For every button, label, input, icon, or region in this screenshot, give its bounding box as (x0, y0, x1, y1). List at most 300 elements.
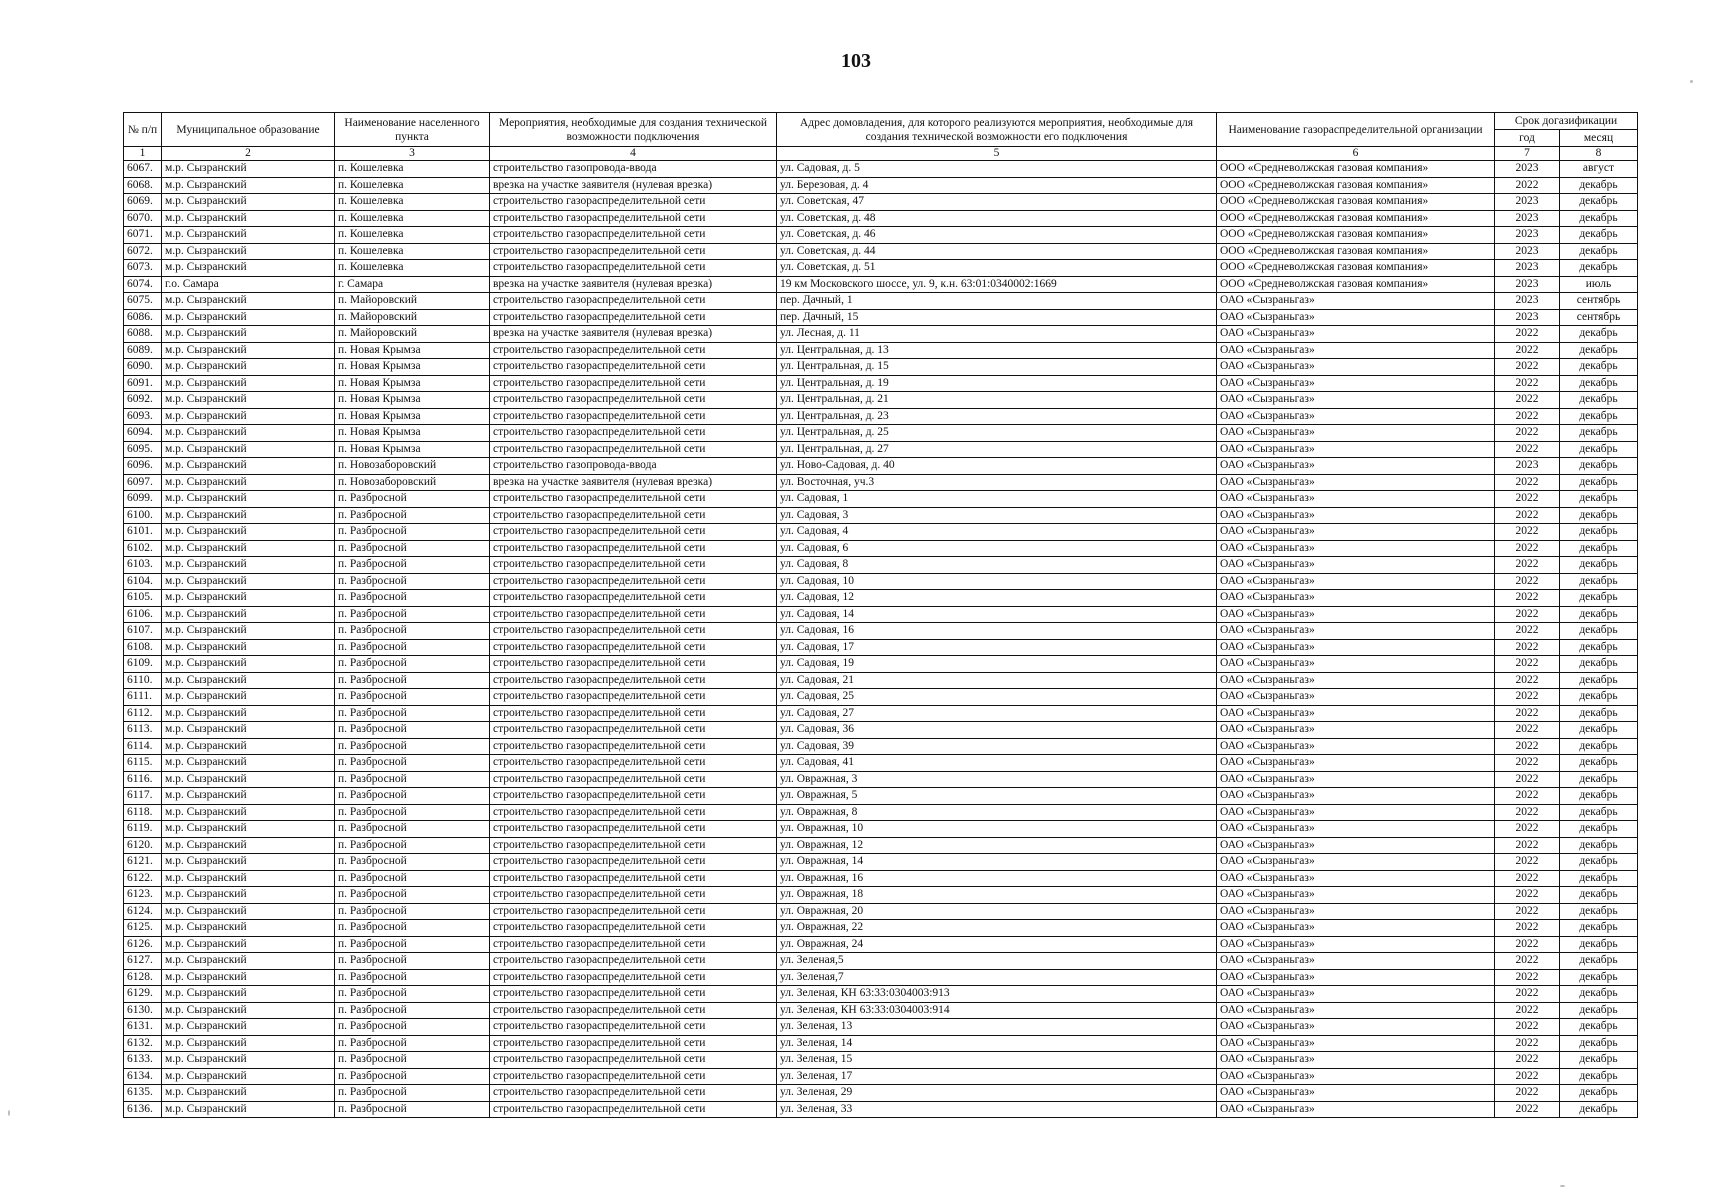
settlement-cell: п. Разбросной (335, 788, 490, 805)
organization-cell: ОАО «Сызраньгаз» (1217, 623, 1495, 640)
organization-cell: ОАО «Сызраньгаз» (1217, 837, 1495, 854)
organization-cell: ОАО «Сызраньгаз» (1217, 705, 1495, 722)
settlement-cell: п. Разбросной (335, 986, 490, 1003)
address-cell: ул. Зеленая, 13 (777, 1019, 1217, 1036)
table-row (124, 1052, 1638, 1069)
row-number: 6136. (124, 1101, 162, 1118)
measure-cell: строительство газораспределительной сети (490, 837, 777, 854)
address-cell: ул. Зеленая, 14 (777, 1035, 1217, 1052)
measure-cell: строительство газораспределительной сети (490, 722, 777, 739)
settlement-cell: п. Разбросной (335, 1068, 490, 1085)
year-cell: 2023 (1495, 260, 1560, 277)
address-cell: ул. Садовая, 14 (777, 606, 1217, 623)
settlement-cell: п. Разбросной (335, 1035, 490, 1052)
table-row (124, 969, 1638, 986)
settlement-cell: п. Разбросной (335, 606, 490, 623)
settlement-cell: п. Новая Крымза (335, 342, 490, 359)
measure-cell: строительство газораспределительной сети (490, 1019, 777, 1036)
address-cell: ул. Садовая, 36 (777, 722, 1217, 739)
measure-cell: строительство газораспределительной сети (490, 689, 777, 706)
measure-cell: строительство газораспределительной сети (490, 524, 777, 541)
month-cell: декабрь (1560, 326, 1638, 343)
row-number: 6072. (124, 243, 162, 260)
organization-cell: ОАО «Сызраньгаз» (1217, 474, 1495, 491)
header-year: год (1495, 130, 1560, 147)
settlement-cell: п. Разбросной (335, 1085, 490, 1102)
year-cell: 2023 (1495, 293, 1560, 310)
month-cell: декабрь (1560, 821, 1638, 838)
organization-cell: ОАО «Сызраньгаз» (1217, 986, 1495, 1003)
row-number: 6129. (124, 986, 162, 1003)
organization-cell: ОАО «Сызраньгаз» (1217, 689, 1495, 706)
municipality-cell: м.р. Сызранский (162, 260, 335, 277)
settlement-cell: п. Разбросной (335, 870, 490, 887)
row-number: 6105. (124, 590, 162, 607)
municipality-cell: м.р. Сызранский (162, 854, 335, 871)
municipality-cell: м.р. Сызранский (162, 689, 335, 706)
table-row (124, 953, 1638, 970)
month-cell: декабрь (1560, 342, 1638, 359)
address-cell: ул. Садовая, д. 5 (777, 161, 1217, 178)
month-cell: август (1560, 161, 1638, 178)
municipality-cell: м.р. Сызранский (162, 623, 335, 640)
municipality-cell: м.р. Сызранский (162, 1101, 335, 1118)
municipality-cell: м.р. Сызранский (162, 639, 335, 656)
municipality-cell: м.р. Сызранский (162, 821, 335, 838)
measure-cell: строительство газораспределительной сети (490, 870, 777, 887)
row-number: 6106. (124, 606, 162, 623)
table-header (124, 113, 1638, 161)
address-cell: ул. Овражная, 18 (777, 887, 1217, 904)
address-cell: ул. Овражная, 12 (777, 837, 1217, 854)
table-row (124, 342, 1638, 359)
settlement-cell: п. Новая Крымза (335, 408, 490, 425)
month-cell: декабрь (1560, 887, 1638, 904)
measure-cell: строительство газораспределительной сети (490, 969, 777, 986)
month-cell: декабрь (1560, 557, 1638, 574)
settlement-cell: п. Кошелевка (335, 227, 490, 244)
address-cell: ул. Центральная, д. 15 (777, 359, 1217, 376)
row-number: 6122. (124, 870, 162, 887)
settlement-cell: п. Майоровский (335, 293, 490, 310)
table-row (124, 1035, 1638, 1052)
column-number: 4 (490, 147, 777, 161)
year-cell: 2022 (1495, 837, 1560, 854)
row-number: 6119. (124, 821, 162, 838)
address-cell: ул. Центральная, д. 19 (777, 375, 1217, 392)
row-number: 6071. (124, 227, 162, 244)
row-number: 6116. (124, 771, 162, 788)
municipality-cell: м.р. Сызранский (162, 920, 335, 937)
measure-cell: строительство газораспределительной сети (490, 441, 777, 458)
measure-cell: врезка на участке заявителя (нулевая врезка) (490, 326, 777, 343)
column-number: 7 (1495, 147, 1560, 161)
table-row (124, 936, 1638, 953)
organization-cell: ОАО «Сызраньгаз» (1217, 639, 1495, 656)
year-cell: 2022 (1495, 887, 1560, 904)
address-cell: ул. Советская, д. 51 (777, 260, 1217, 277)
year-cell: 2022 (1495, 672, 1560, 689)
year-cell: 2022 (1495, 689, 1560, 706)
municipality-cell: м.р. Сызранский (162, 408, 335, 425)
measure-cell: строительство газораспределительной сети (490, 392, 777, 409)
municipality-cell: м.р. Сызранский (162, 392, 335, 409)
month-cell: декабрь (1560, 870, 1638, 887)
address-cell: ул. Ново-Садовая, д. 40 (777, 458, 1217, 475)
month-cell: июль (1560, 276, 1638, 293)
row-number: 6094. (124, 425, 162, 442)
table-row (124, 375, 1638, 392)
address-cell: ул. Советская, д. 46 (777, 227, 1217, 244)
year-cell: 2022 (1495, 1052, 1560, 1069)
month-cell: сентябрь (1560, 309, 1638, 326)
measure-cell: строительство газораспределительной сети (490, 623, 777, 640)
municipality-cell: м.р. Сызранский (162, 458, 335, 475)
organization-cell: ОАО «Сызраньгаз» (1217, 788, 1495, 805)
address-cell: ул. Садовая, 21 (777, 672, 1217, 689)
measure-cell: строительство газораспределительной сети (490, 227, 777, 244)
address-cell: ул. Зеленая, КН 63:33:0304003:914 (777, 1002, 1217, 1019)
year-cell: 2022 (1495, 408, 1560, 425)
row-number: 6091. (124, 375, 162, 392)
table-row (124, 177, 1638, 194)
organization-cell: ОАО «Сызраньгаз» (1217, 1035, 1495, 1052)
municipality-cell: м.р. Сызранский (162, 771, 335, 788)
table-row (124, 326, 1638, 343)
settlement-cell: п. Разбросной (335, 507, 490, 524)
measure-cell: строительство газораспределительной сети (490, 573, 777, 590)
month-cell: декабрь (1560, 1019, 1638, 1036)
municipality-cell: м.р. Сызранский (162, 903, 335, 920)
header-measures: Мероприятия, необходимые для создания технической возможности подключения (490, 113, 777, 147)
table-row (124, 656, 1638, 673)
settlement-cell: п. Разбросной (335, 689, 490, 706)
municipality-cell: м.р. Сызранский (162, 590, 335, 607)
year-cell: 2022 (1495, 375, 1560, 392)
year-cell: 2022 (1495, 953, 1560, 970)
year-cell: 2022 (1495, 606, 1560, 623)
settlement-cell: п. Новая Крымза (335, 392, 490, 409)
organization-cell: ООО «Средневолжская газовая компания» (1217, 177, 1495, 194)
measure-cell: строительство газораспределительной сети (490, 1002, 777, 1019)
month-cell: декабрь (1560, 804, 1638, 821)
settlement-cell: п. Разбросной (335, 920, 490, 937)
settlement-cell: п. Разбросной (335, 1019, 490, 1036)
measure-cell: строительство газораспределительной сети (490, 293, 777, 310)
row-number: 6102. (124, 540, 162, 557)
year-cell: 2022 (1495, 441, 1560, 458)
settlement-cell: п. Новая Крымза (335, 441, 490, 458)
settlement-cell: п. Разбросной (335, 887, 490, 904)
month-cell: декабрь (1560, 606, 1638, 623)
year-cell: 2022 (1495, 903, 1560, 920)
row-number: 6074. (124, 276, 162, 293)
measure-cell: строительство газораспределительной сети (490, 491, 777, 508)
address-cell: ул. Овражная, 20 (777, 903, 1217, 920)
header-month: месяц (1560, 130, 1638, 147)
settlement-cell: п. Новая Крымза (335, 375, 490, 392)
month-cell: декабрь (1560, 986, 1638, 1003)
measure-cell: строительство газораспределительной сети (490, 243, 777, 260)
address-cell: ул. Центральная, д. 13 (777, 342, 1217, 359)
municipality-cell: м.р. Сызранский (162, 441, 335, 458)
municipality-cell: м.р. Сызранский (162, 210, 335, 227)
measure-cell: строительство газораспределительной сети (490, 425, 777, 442)
table-row (124, 441, 1638, 458)
year-cell: 2023 (1495, 276, 1560, 293)
month-cell: декабрь (1560, 1052, 1638, 1069)
municipality-cell: м.р. Сызранский (162, 342, 335, 359)
year-cell: 2023 (1495, 243, 1560, 260)
year-cell: 2023 (1495, 194, 1560, 211)
table-row (124, 1085, 1638, 1102)
address-cell: ул. Овражная, 16 (777, 870, 1217, 887)
organization-cell: ОАО «Сызраньгаз» (1217, 1101, 1495, 1118)
row-number: 6075. (124, 293, 162, 310)
measure-cell: строительство газораспределительной сети (490, 260, 777, 277)
table-row (124, 722, 1638, 739)
measure-cell: строительство газораспределительной сети (490, 1052, 777, 1069)
table-row (124, 359, 1638, 376)
row-number: 6089. (124, 342, 162, 359)
settlement-cell: п. Разбросной (335, 821, 490, 838)
measure-cell: строительство газораспределительной сети (490, 210, 777, 227)
organization-cell: ОАО «Сызраньгаз» (1217, 524, 1495, 541)
row-number: 6133. (124, 1052, 162, 1069)
year-cell: 2023 (1495, 309, 1560, 326)
row-number: 6125. (124, 920, 162, 937)
municipality-cell: м.р. Сызранский (162, 425, 335, 442)
table-row (124, 260, 1638, 277)
year-cell: 2022 (1495, 771, 1560, 788)
table-row (124, 540, 1638, 557)
year-cell: 2022 (1495, 425, 1560, 442)
settlement-cell: п. Кошелевка (335, 260, 490, 277)
year-cell: 2022 (1495, 920, 1560, 937)
measure-cell: врезка на участке заявителя (нулевая врезка) (490, 276, 777, 293)
year-cell: 2022 (1495, 755, 1560, 772)
municipality-cell: м.р. Сызранский (162, 177, 335, 194)
measure-cell: строительство газораспределительной сети (490, 540, 777, 557)
month-cell: декабрь (1560, 441, 1638, 458)
organization-cell: ОАО «Сызраньгаз» (1217, 590, 1495, 607)
row-number: 6113. (124, 722, 162, 739)
month-cell: декабрь (1560, 903, 1638, 920)
settlement-cell: п. Разбросной (335, 672, 490, 689)
table-row (124, 837, 1638, 854)
month-cell: декабрь (1560, 639, 1638, 656)
organization-cell: ОАО «Сызраньгаз» (1217, 392, 1495, 409)
year-cell: 2022 (1495, 573, 1560, 590)
scan-speck (1690, 80, 1693, 83)
table-row (124, 243, 1638, 260)
table-row (124, 771, 1638, 788)
row-number: 6109. (124, 656, 162, 673)
row-number: 6104. (124, 573, 162, 590)
header-deadline: Срок догазификации (1495, 113, 1638, 130)
table-row (124, 293, 1638, 310)
row-number: 6103. (124, 557, 162, 574)
measure-cell: строительство газопровода-ввода (490, 458, 777, 475)
table-row (124, 425, 1638, 442)
year-cell: 2022 (1495, 821, 1560, 838)
address-cell: ул. Садовая, 3 (777, 507, 1217, 524)
address-cell: ул. Садовая, 39 (777, 738, 1217, 755)
settlement-cell: п. Разбросной (335, 656, 490, 673)
settlement-cell: п. Разбросной (335, 623, 490, 640)
month-cell: декабрь (1560, 936, 1638, 953)
table-row (124, 870, 1638, 887)
address-cell: ул. Советская, д. 44 (777, 243, 1217, 260)
organization-cell: ОАО «Сызраньгаз» (1217, 573, 1495, 590)
table-row (124, 705, 1638, 722)
address-cell: ул. Центральная, д. 21 (777, 392, 1217, 409)
municipality-cell: м.р. Сызранский (162, 1019, 335, 1036)
column-number: 3 (335, 147, 490, 161)
address-cell: ул. Лесная, д. 11 (777, 326, 1217, 343)
settlement-cell: п. Разбросной (335, 854, 490, 871)
settlement-cell: п. Разбросной (335, 573, 490, 590)
row-number: 6120. (124, 837, 162, 854)
address-cell: ул. Овражная, 3 (777, 771, 1217, 788)
organization-cell: ОАО «Сызраньгаз» (1217, 359, 1495, 376)
municipality-cell: м.р. Сызранский (162, 227, 335, 244)
municipality-cell: м.р. Сызранский (162, 375, 335, 392)
address-cell: 19 км Московского шоссе, ул. 9, к.н. 63:01:0340002:1669 (777, 276, 1217, 293)
organization-cell: ОАО «Сызраньгаз» (1217, 458, 1495, 475)
organization-cell: ОАО «Сызраньгаз» (1217, 326, 1495, 343)
row-number: 6118. (124, 804, 162, 821)
settlement-cell: п. Разбросной (335, 936, 490, 953)
settlement-cell: п. Кошелевка (335, 210, 490, 227)
municipality-cell: м.р. Сызранский (162, 1052, 335, 1069)
municipality-cell: м.р. Сызранский (162, 491, 335, 508)
settlement-cell: п. Кошелевка (335, 243, 490, 260)
measure-cell: строительство газораспределительной сети (490, 507, 777, 524)
month-cell: декабрь (1560, 854, 1638, 871)
organization-cell: ОАО «Сызраньгаз» (1217, 557, 1495, 574)
column-number: 6 (1217, 147, 1495, 161)
scan-speck (8, 1110, 10, 1116)
table-row (124, 903, 1638, 920)
municipality-cell: г.о. Самара (162, 276, 335, 293)
column-number: 2 (162, 147, 335, 161)
settlement-cell: п. Новозаборовский (335, 458, 490, 475)
municipality-cell: м.р. Сызранский (162, 540, 335, 557)
table-row (124, 276, 1638, 293)
month-cell: сентябрь (1560, 293, 1638, 310)
measure-cell: строительство газораспределительной сети (490, 804, 777, 821)
municipality-cell: м.р. Сызранский (162, 309, 335, 326)
month-cell: декабрь (1560, 656, 1638, 673)
measure-cell: строительство газораспределительной сети (490, 342, 777, 359)
table-row (124, 507, 1638, 524)
month-cell: декабрь (1560, 705, 1638, 722)
month-cell: декабрь (1560, 1002, 1638, 1019)
header-settlement: Наименование населенного пункта (335, 113, 490, 147)
settlement-cell: п. Разбросной (335, 969, 490, 986)
municipality-cell: м.р. Сызранский (162, 705, 335, 722)
row-number: 6067. (124, 161, 162, 178)
measure-cell: строительство газораспределительной сети (490, 672, 777, 689)
settlement-cell: п. Разбросной (335, 755, 490, 772)
table-row (124, 557, 1638, 574)
column-number: 5 (777, 147, 1217, 161)
measure-cell: строительство газораспределительной сети (490, 557, 777, 574)
address-cell: ул. Садовая, 41 (777, 755, 1217, 772)
column-number-row (124, 147, 1638, 161)
month-cell: декабрь (1560, 177, 1638, 194)
month-cell: декабрь (1560, 243, 1638, 260)
row-number: 6086. (124, 309, 162, 326)
organization-cell: ООО «Средневолжская газовая компания» (1217, 194, 1495, 211)
measure-cell: строительство газораспределительной сети (490, 1035, 777, 1052)
organization-cell: ОАО «Сызраньгаз» (1217, 309, 1495, 326)
year-cell: 2022 (1495, 1068, 1560, 1085)
year-cell: 2022 (1495, 788, 1560, 805)
organization-cell: ОАО «Сызраньгаз» (1217, 606, 1495, 623)
municipality-cell: м.р. Сызранский (162, 969, 335, 986)
address-cell: ул. Березовая, д. 4 (777, 177, 1217, 194)
settlement-cell: п. Разбросной (335, 1002, 490, 1019)
address-cell: ул. Овражная, 5 (777, 788, 1217, 805)
table-row (124, 606, 1638, 623)
year-cell: 2022 (1495, 1019, 1560, 1036)
municipality-cell: м.р. Сызранский (162, 474, 335, 491)
table-row (124, 458, 1638, 475)
table-row (124, 524, 1638, 541)
row-number: 6128. (124, 969, 162, 986)
address-cell: ул. Овражная, 22 (777, 920, 1217, 937)
table-row (124, 392, 1638, 409)
year-cell: 2022 (1495, 656, 1560, 673)
month-cell: декабрь (1560, 491, 1638, 508)
row-number: 6112. (124, 705, 162, 722)
address-cell: ул. Садовая, 1 (777, 491, 1217, 508)
settlement-cell: п. Разбросной (335, 524, 490, 541)
measure-cell: строительство газораспределительной сети (490, 936, 777, 953)
year-cell: 2022 (1495, 507, 1560, 524)
organization-cell: ОАО «Сызраньгаз» (1217, 738, 1495, 755)
address-cell: ул. Садовая, 12 (777, 590, 1217, 607)
year-cell: 2022 (1495, 1002, 1560, 1019)
row-number: 6114. (124, 738, 162, 755)
row-number: 6068. (124, 177, 162, 194)
settlement-cell: п. Разбросной (335, 903, 490, 920)
organization-cell: ООО «Средневолжская газовая компания» (1217, 210, 1495, 227)
measure-cell: строительство газораспределительной сети (490, 656, 777, 673)
municipality-cell: м.р. Сызранский (162, 606, 335, 623)
municipality-cell: м.р. Сызранский (162, 524, 335, 541)
municipality-cell: м.р. Сызранский (162, 194, 335, 211)
measure-cell: врезка на участке заявителя (нулевая врезка) (490, 177, 777, 194)
row-number: 6132. (124, 1035, 162, 1052)
month-cell: декабрь (1560, 969, 1638, 986)
row-number: 6073. (124, 260, 162, 277)
month-cell: декабрь (1560, 771, 1638, 788)
address-cell: ул. Овражная, 24 (777, 936, 1217, 953)
year-cell: 2022 (1495, 524, 1560, 541)
table-row (124, 672, 1638, 689)
column-number: 8 (1560, 147, 1638, 161)
row-number: 6100. (124, 507, 162, 524)
row-number: 6115. (124, 755, 162, 772)
organization-cell: ОАО «Сызраньгаз» (1217, 342, 1495, 359)
organization-cell: ОАО «Сызраньгаз» (1217, 441, 1495, 458)
row-number: 6110. (124, 672, 162, 689)
row-number: 6108. (124, 639, 162, 656)
table-row (124, 639, 1638, 656)
